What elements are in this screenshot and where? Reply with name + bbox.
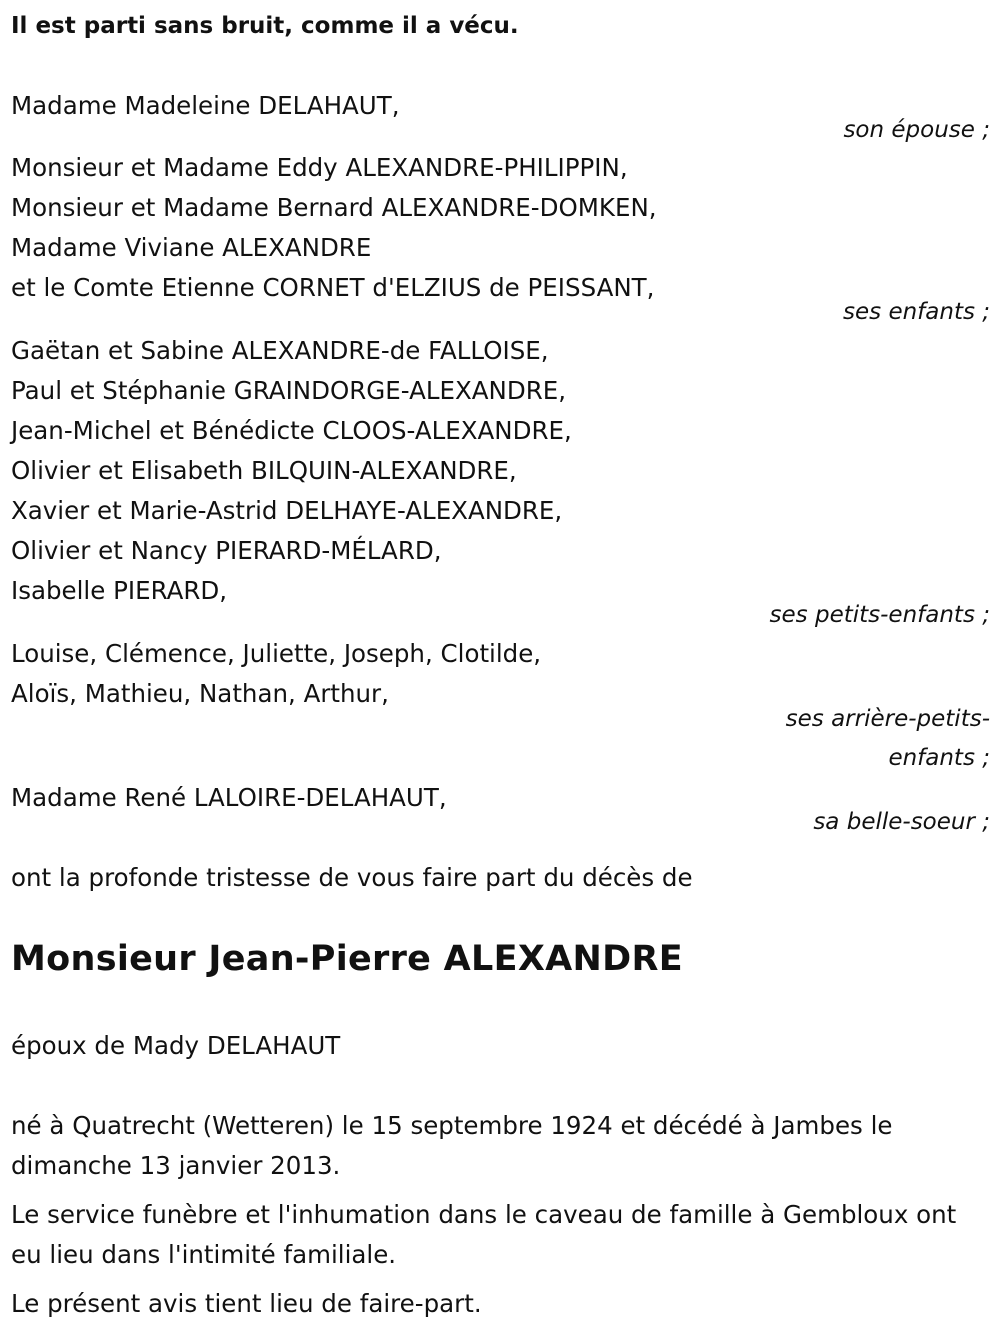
- family-member-name: Louise, Clémence, Juliette, Joseph, Clotilde,: [11, 639, 542, 668]
- announcement-intro: ont la profonde tristesse de vous faire part du décès de: [11, 863, 693, 892]
- family-member-name: Aloïs, Mathieu, Nathan, Arthur,: [11, 679, 389, 708]
- group-sister-in-law: [11, 778, 990, 842]
- family-member-name: Olivier et Nancy PIERARD-MÉLARD,: [11, 536, 442, 565]
- family-member-name: Monsieur et Madame Bernard ALEXANDRE-DOMKEN,: [11, 193, 657, 222]
- relationship-label: ses petits-enfants ;: [769, 602, 990, 628]
- relationship-label: ses enfants ;: [843, 299, 990, 325]
- family-member-name: Paul et Stéphanie GRAINDORGE-ALEXANDRE,: [11, 376, 566, 405]
- family-member-name: Monsieur et Madame Eddy ALEXANDRE-PHILIPPIN,: [11, 153, 628, 182]
- notice-paragraph: Le présent avis tient lieu de faire-part.: [11, 1289, 482, 1318]
- relationship-label: son épouse ;: [843, 117, 990, 143]
- group-grandchildren: [11, 331, 990, 635]
- funeral-paragraph: Le service funèbre et l'inhumation dans le caveau de famille à Gembloux ont eu lieu dans l'intimité familiale.: [11, 1200, 957, 1269]
- relationship-label-continued: enfants ;: [888, 745, 990, 771]
- spouse-of-line: époux de Mady DELAHAUT: [11, 1031, 341, 1060]
- group-great-grandchildren: [11, 634, 990, 778]
- group-children: [11, 148, 990, 332]
- family-member-name: Madame Viviane ALEXANDRE: [11, 233, 372, 262]
- family-member-name: Xavier et Marie-Astrid DELHAYE-ALEXANDRE,: [11, 496, 563, 525]
- family-member-name: et le Comte Etienne CORNET d'ELZIUS de PEISSANT,: [11, 273, 655, 302]
- birth-death-paragraph: né à Quatrecht (Wetteren) le 15 septembre 1924 et décédé à Jambes le dimanche 13 janvier 2013.: [11, 1111, 893, 1180]
- deceased-name: Monsieur Jean-Pierre ALEXANDRE: [11, 939, 683, 979]
- family-member-name: Olivier et Elisabeth BILQUIN-ALEXANDRE,: [11, 456, 517, 485]
- group-spouse: [11, 86, 990, 150]
- family-member-name: Gaëtan et Sabine ALEXANDRE-de FALLOISE,: [11, 336, 549, 365]
- family-member-name: Isabelle PIERARD,: [11, 576, 228, 605]
- relationship-label: sa belle-soeur ;: [813, 809, 990, 835]
- motto: Il est parti sans bruit, comme il a vécu.: [11, 13, 519, 39]
- family-member-name: Jean-Michel et Bénédicte CLOOS-ALEXANDRE,: [11, 416, 572, 445]
- relationship-label: ses arrière-petits-: [785, 706, 990, 732]
- family-member-name: Madame Madeleine DELAHAUT,: [11, 91, 400, 120]
- family-member-name: Madame René LALOIRE-DELAHAUT,: [11, 783, 447, 812]
